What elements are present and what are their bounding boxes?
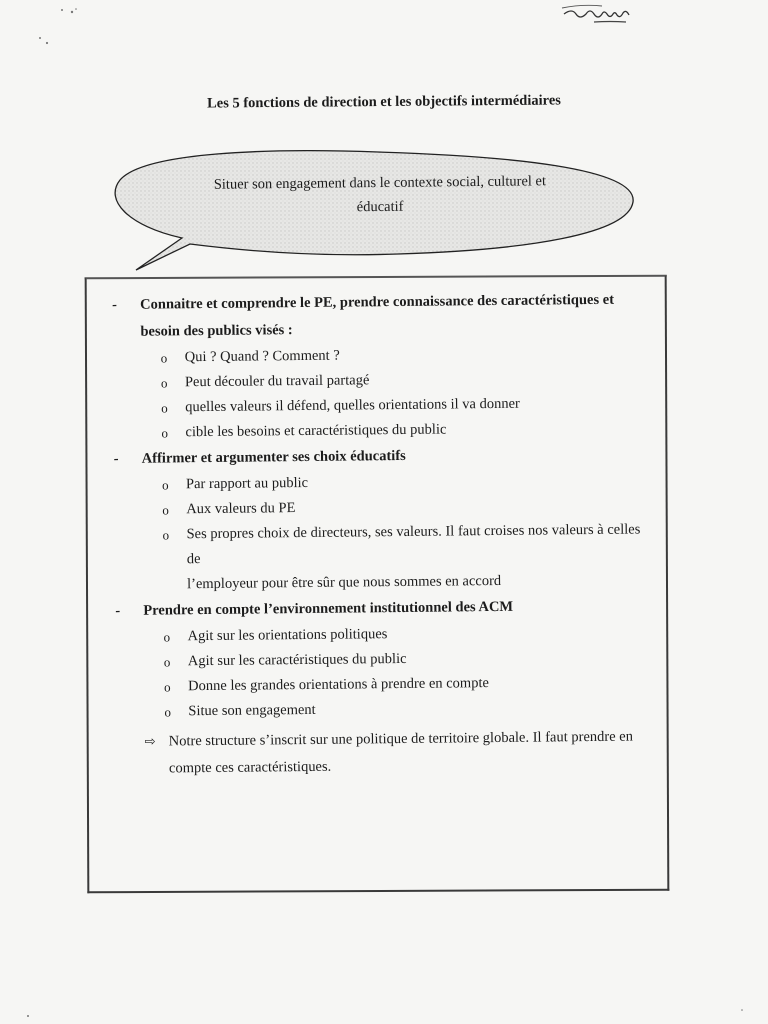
list-item-text: Donne les grandes orientations à prendre en compte — [188, 675, 489, 695]
circle-bullet: o — [163, 654, 171, 670]
circle-bullet: o — [160, 350, 168, 366]
section-heading-text: Affirmer et argumenter ses choix éducatifs — [141, 447, 406, 467]
dash-bullet: - — [113, 450, 119, 467]
bubble-text — [180, 169, 580, 221]
dash-bullet: - — [115, 602, 121, 619]
list-item-text: Par rapport au public — [185, 474, 309, 493]
circle-bullet: o — [162, 527, 170, 543]
list-item-text: Qui ? Quand ? Comment ? — [184, 347, 340, 366]
list-item-text: Peut découler du travail partagé — [184, 372, 370, 391]
list-item-text: cible les besoins et caractéristiques du public — [185, 421, 447, 441]
note-text: Notre structure s’inscrit sur une politique de territoire globale. Il faut prendre en — [168, 728, 634, 750]
list-item-text: Agit sur les orientations politiques — [187, 626, 388, 645]
content-list — [112, 286, 657, 783]
section-connaitre — [112, 286, 654, 446]
list-item — [116, 694, 656, 725]
section-heading-text: Connaitre et comprendre le PE, prendre connaissance des caractéristiques et — [140, 291, 615, 313]
circle-bullet: o — [161, 477, 169, 493]
list-item — [114, 517, 654, 573]
section-heading — [112, 286, 652, 319]
circle-bullet: o — [161, 425, 169, 441]
note-line — [117, 723, 657, 756]
circle-bullet: o — [161, 400, 168, 416]
bubble-line: éducatif — [356, 198, 404, 216]
bubble-line: Situer son engagement dans le contexte social, culturel et — [213, 173, 547, 193]
section-heading-text: Prendre en compte l’environnement institutionnel des ACM — [143, 598, 514, 619]
list-item-text: quelles valeurs il défend, quelles orientations il va donner — [185, 395, 520, 416]
list-item-text: Situe son engagement — [188, 701, 316, 720]
circle-bullet: o — [164, 704, 171, 720]
circle-bullet: o — [160, 375, 168, 391]
arrow-icon: ⇨ — [144, 734, 156, 750]
circle-bullet: o — [164, 679, 171, 695]
list-item-text: Aux valeurs du PE — [186, 500, 296, 518]
document-title: Les 5 fonctions de direction et les objectifs intermédiaires — [206, 92, 561, 112]
list-item-text: Ses propres choix de directeurs, ses valeurs. Il faut croises nos valeurs à celles de — [186, 521, 641, 568]
circle-bullet: o — [163, 629, 171, 645]
section-heading-continuation: besoin des publics visés : — [140, 322, 293, 340]
dash-bullet: - — [112, 296, 118, 313]
list-item-continuation: l’employeur pour être sûr que nous sommes en accord — [186, 572, 502, 593]
note-continuation: compte ces caractéristiques. — [168, 758, 332, 777]
section-affirmer — [114, 440, 656, 598]
section-prendre — [115, 592, 656, 725]
circle-bullet: o — [162, 502, 169, 518]
handwritten-mark — [560, 2, 640, 28]
list-item-text: Agit sur les caractéristiques du public — [187, 650, 407, 670]
